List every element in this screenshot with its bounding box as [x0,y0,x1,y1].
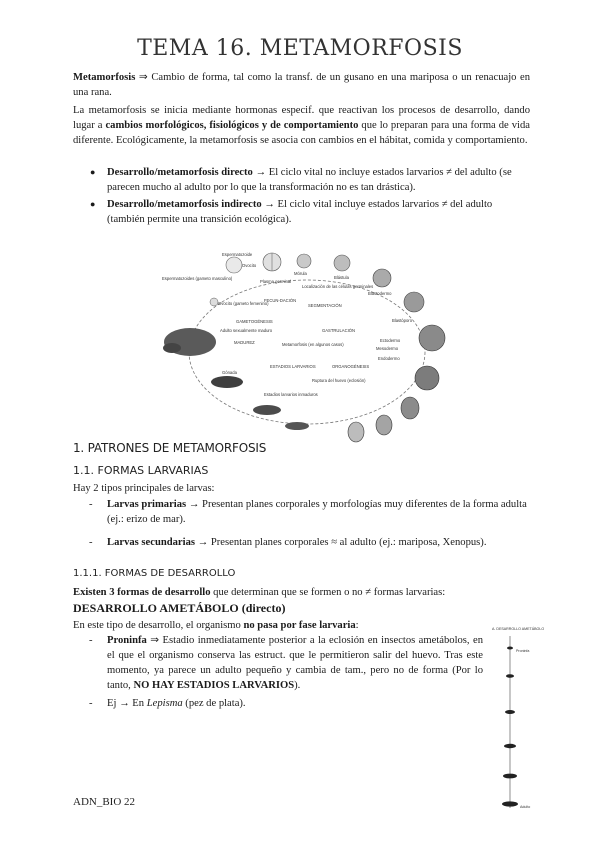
label: Gónada [222,370,237,375]
tadpole-icon [253,405,281,415]
label: Ovocito (gameto femenino) [218,301,269,306]
embryo-icon [401,397,419,419]
label: ESTADIOS LARVARIOS [270,364,316,369]
term-metamorfosis: Metamorfosis [73,72,136,83]
embryo-icon [376,415,392,435]
label: Adulto sexualmente maduro [220,328,273,333]
label: ORGANOGÉNESIS [332,364,370,369]
item-bold: Larvas secundarias [107,537,195,548]
label: Ovocito [242,263,257,268]
list-item [73,197,530,227]
item-bold: Larvas primarias [107,499,187,510]
larval-intro: Hay 2 tipos principales de larvas: [73,483,215,494]
intro-text-a: La metamorfosis se inicia mediante hormonas especif. que reactivan los procesos de desarrollo, dando lugar a [73,105,530,131]
item-text: → Presentan planes corporales y morfologías muy diferentes de la forma adulta (ej.: erizo de mar). [107,499,527,525]
blastula-icon [334,255,350,271]
list-item [73,633,483,693]
amet-bold: no pasa por fase larvaria [243,620,356,631]
gastrula-icon [419,325,445,351]
side-label-top: Proninfa [516,649,530,653]
label: Mórula [294,271,307,276]
label: MADUREZ [234,340,255,345]
development-types-list [73,165,530,229]
section-heading-1-1: 1.1. FORMAS LARVARIAS [73,464,209,477]
dash-marker: - [89,635,93,646]
page-title: TEMA 16. METAMORFOSIS [137,36,463,61]
label: GASTRULACIÓN [322,328,356,333]
section-heading-1: 1. PATRONES DE METAMORFOSIS [73,441,267,455]
definition-text: ⇒ Cambio de forma, tal como la transf. de un gusano en una mariposa o un renacuajo en una rana. [73,72,530,98]
side-label-bottom: Adulto [520,805,531,809]
page-footer: ADN_BIO 22 [73,796,136,808]
bullet-text: → El ciclo vital incluye estados larvarios ≠ del adulto (también permite una transición ecológica). [107,199,493,225]
label: Blastodermo [368,291,392,296]
label: Localización de las células germinales [302,284,374,289]
intro-paragraph [73,103,530,148]
blastoderm-icon [373,269,391,287]
dev-forms-intro [73,585,530,600]
label: Espermatozoide [222,252,253,257]
intro-text-b: que lo preparan para una forma de vida diferente. Ecológicamente, la metamorfosis se asocia con cambios en el hábitat, comida y comportamiento. [73,120,530,146]
larval-types-list [73,497,530,550]
list-item [73,696,483,711]
amet-text-b: : [355,620,359,631]
dash-marker: - [89,537,93,548]
label: Plasma germinal [260,279,292,284]
label: Endodermo [378,356,400,361]
list-item [73,165,530,195]
dash-marker: - [89,698,93,709]
list-item [73,497,530,527]
item-post: (pez de plata). [182,698,246,709]
section-heading-1-1-1: 1.1.1. FORMAS DE DESARROLLO [73,568,236,579]
item-tail: ). [294,680,301,691]
item-text: ⇒ Estadio inmediatamente posterior a la eclosión en insectos ametábolos, en el que el organismo conserva las estruct. que le permitieron salir del huevo. Tras este momento, ya parece un adulto pequeño y cambia de tam., pero no de forma (Por lo tanto, [107,635,483,691]
label: GAMETOGÉNESIS [236,319,273,324]
intro-definition [73,70,530,100]
hatching-icon [348,422,364,442]
bullet-bold: Desarrollo/metamorfosis directo [107,167,253,178]
bullet-text: → El ciclo vital no incluye estados larvarios ≠ del adulto (se parecen mucho al adulto por lo que la transformación no es tan drástica). [107,167,512,193]
froglet-icon [211,376,243,388]
bullet-icon: ● [90,167,96,177]
item-italic: Lepisma [146,698,183,709]
item-bold: Proninfa [107,635,147,646]
label: Ectodermo [380,338,401,343]
side-title: A. DESARROLLO AMETÁBOLO [492,627,545,631]
ametabolo-diagram [490,626,548,816]
label: Metamorfosis (en algunos casos) [282,342,344,347]
spermatozoon-icon [226,257,242,273]
item-pre: Ej → En [107,698,147,709]
tadpole-icon [285,422,309,430]
dash-marker: - [89,499,93,510]
label: Mesodermo [376,346,399,351]
dev-bold: Existen 3 formas de desarrollo [73,587,211,598]
morula-icon [297,254,311,268]
label: Ruptura del huevo (eclosión) [312,378,366,383]
item-text: → Presentan planes corporales ≈ al adulto (ej.: mariposa, Xenopus). [195,537,487,548]
subheading-ametabolo: DESARROLLO AMETÁBOLO (directo) [73,601,286,615]
item-bold-2: NO HAY ESTADIOS LARVARIOS [133,680,295,691]
ametabolo-list [73,633,483,711]
blastopore-icon [404,292,424,312]
bullet-bold: Desarrollo/metamorfosis indirecto [107,199,262,210]
oocyte-icon [210,298,218,306]
ametabolo-intro [73,618,483,633]
label: Blástula [334,275,349,280]
label: SEGMENTACIÓN [308,303,342,308]
label: FECUN-DACIÓN [264,298,297,303]
label: Estadios larvarios inmaduros [264,392,318,397]
label: Blastóporo [392,318,413,323]
amet-text-a: En este tipo de desarrollo, el organismo [73,620,244,631]
life-cycle-diagram [142,250,462,450]
neurula-icon [415,366,439,390]
intro-bold: cambios morfológicos, fisiológicos y de comportamiento [105,120,359,131]
dev-text: que determinan que se formen o no ≠ formas larvarias: [210,587,446,598]
list-item [73,535,530,550]
bullet-icon: ● [90,199,96,209]
label: Espermatozoides (gameto masculino) [162,276,233,281]
